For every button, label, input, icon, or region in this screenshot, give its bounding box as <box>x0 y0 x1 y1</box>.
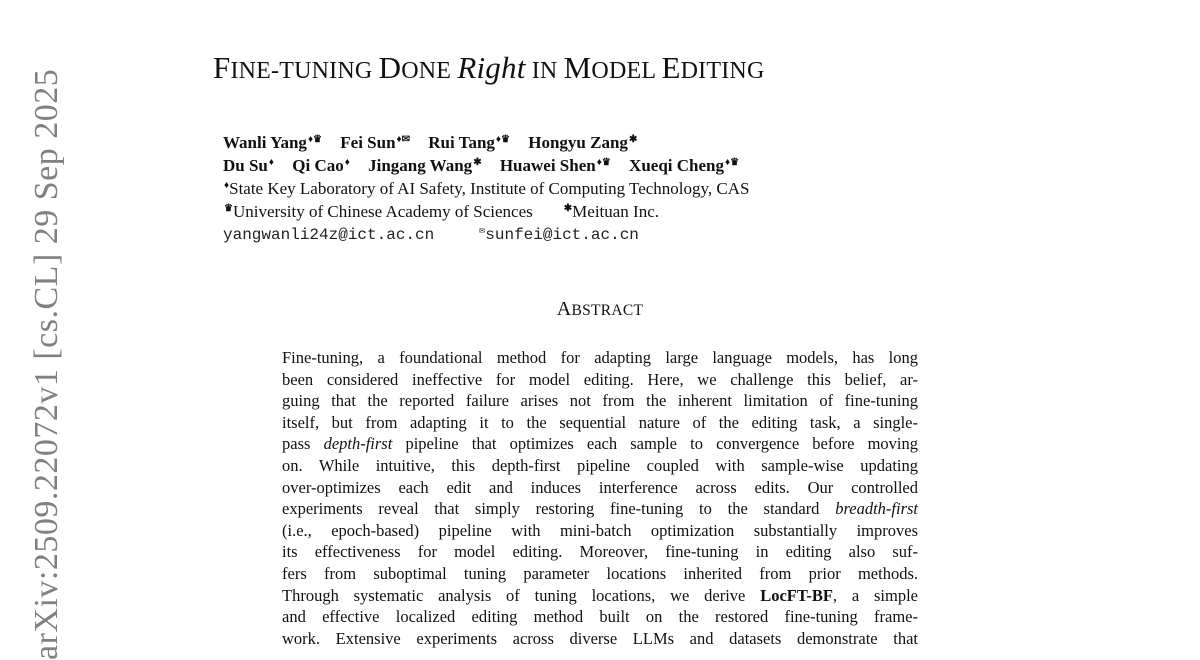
author <box>368 156 481 175</box>
author-block <box>223 128 753 243</box>
affiliation-text: Meituan Inc. <box>572 202 660 221</box>
affiliation-mark: ✱ <box>563 203 573 214</box>
title-part: E <box>661 50 681 85</box>
author <box>428 133 510 152</box>
author-marks: ♦♛ <box>596 157 611 168</box>
author-name: Xueqi Cheng <box>629 156 724 175</box>
text-run: , a simple <box>832 585 918 605</box>
affiliation-ucas-meituan <box>223 197 753 220</box>
title-part: ODEL <box>591 58 662 84</box>
title-part: ONE <box>401 58 458 84</box>
title-part: F <box>213 50 231 85</box>
affiliation-text: State Key Laboratory of AI Safety, Institute of Computing Technology, CAS <box>229 179 750 198</box>
italic-term: depth-first <box>323 434 393 454</box>
author-name: Wanli Yang <box>223 133 307 152</box>
author-marks: ♦♛ <box>495 134 510 145</box>
author <box>528 133 637 152</box>
author-name: Hongyu Zang <box>528 133 628 152</box>
author-line-2 <box>223 151 753 174</box>
title-part: IN <box>525 58 564 84</box>
abstract-line: and effective localized editing method built on the restored fine-tuning frame- <box>282 607 918 627</box>
abstract-body <box>282 347 918 649</box>
method-name: LocFT-BF <box>760 585 833 605</box>
heading-part: A <box>556 298 572 320</box>
abstract-line: (i.e., epoch-based) pipeline with mini-batch optimization substantially improves <box>282 520 918 540</box>
author-marks: ♦ <box>344 157 350 168</box>
email-address[interactable]: yangwanli24z@ict.ac.cn <box>223 226 435 244</box>
title-part: D <box>378 50 402 85</box>
author <box>500 156 611 175</box>
author-marks: ✱ <box>473 157 482 168</box>
email-line <box>223 220 753 243</box>
abstract-heading <box>0 298 1200 321</box>
abstract-line: fers from suboptimal tuning parameter locations inherited from prior methods. <box>282 563 918 583</box>
author <box>223 133 322 152</box>
author-name: Fei Sun <box>340 133 396 152</box>
author-name: Du Su <box>223 156 268 175</box>
text-run: pass <box>282 434 324 454</box>
author <box>340 133 410 152</box>
author <box>223 156 274 175</box>
author-marks: ♦✉ <box>396 134 411 145</box>
abstract-line: over-optimizes each edit and induces interference across edits. Our controlled <box>282 477 918 497</box>
affiliation-text: University of Chinese Academy of Sciences <box>232 202 533 221</box>
abstract-line: on. While intuitive, this depth-first pipeline coupled with sample-wise updating <box>282 455 918 475</box>
paper-title <box>213 50 764 86</box>
envelope-icon: ✉ <box>479 226 486 237</box>
email-address[interactable]: sunfei@ict.ac.cn <box>485 226 639 244</box>
title-part: DITING <box>680 58 765 84</box>
abstract-line: Fine-tuning, a foundational method for adapting large language models, has long <box>282 348 918 367</box>
author-name: Huawei Shen <box>499 156 596 175</box>
abstract-line <box>282 498 918 520</box>
author-line-1 <box>223 128 753 151</box>
abstract-line: itself, but from adapting it to the sequential nature of the editing task, a single- <box>282 412 918 432</box>
title-part-italic: Right <box>457 50 526 85</box>
abstract-line: its effectiveness for model editing. Moreover, fine-tuning in editing also suf- <box>282 542 918 562</box>
abstract-line: work. Extensive experiments across diverse LLMs and datasets demonstrate that <box>282 628 918 648</box>
author <box>629 156 739 175</box>
italic-term: breadth-first <box>835 499 918 519</box>
author-marks: ♦♛ <box>307 134 323 145</box>
author-name: Rui Tang <box>428 133 495 152</box>
affiliation-mark: ♦ <box>224 180 230 191</box>
abstract-line: been considered ineffective for model editing. Here, we challenge this belief, ar- <box>282 369 918 389</box>
author-name: Jingang Wang <box>368 156 473 175</box>
author-marks: ✱ <box>628 134 638 145</box>
abstract-line <box>282 433 918 455</box>
text-run: experiments reveal that simply restoring fine-tuning to the standard <box>282 499 836 519</box>
arxiv-sidebar-stamp: arXiv:2509.22072v1 [cs.CL] 29 Sep 2025 <box>28 68 65 660</box>
author-name: Qi Cao <box>292 156 344 175</box>
abstract-line: guing that the reported failure arises not from the inherent limitation of fine-tuning <box>282 391 918 411</box>
heading-part: BSTRACT <box>571 302 644 319</box>
affiliation-ict <box>223 174 753 197</box>
title-part: INE-TUNING <box>230 58 379 84</box>
abstract-line <box>282 585 918 607</box>
affiliation-mark: ♛ <box>224 203 233 214</box>
text-run: Through systematic analysis of tuning locations, we derive <box>282 585 761 605</box>
text-run: pipeline that optimizes each sample to convergence before moving <box>392 434 918 454</box>
author-marks: ♦ <box>268 157 274 168</box>
author <box>292 156 350 175</box>
title-part: M <box>563 50 592 85</box>
author-marks: ♦♛ <box>724 157 740 168</box>
